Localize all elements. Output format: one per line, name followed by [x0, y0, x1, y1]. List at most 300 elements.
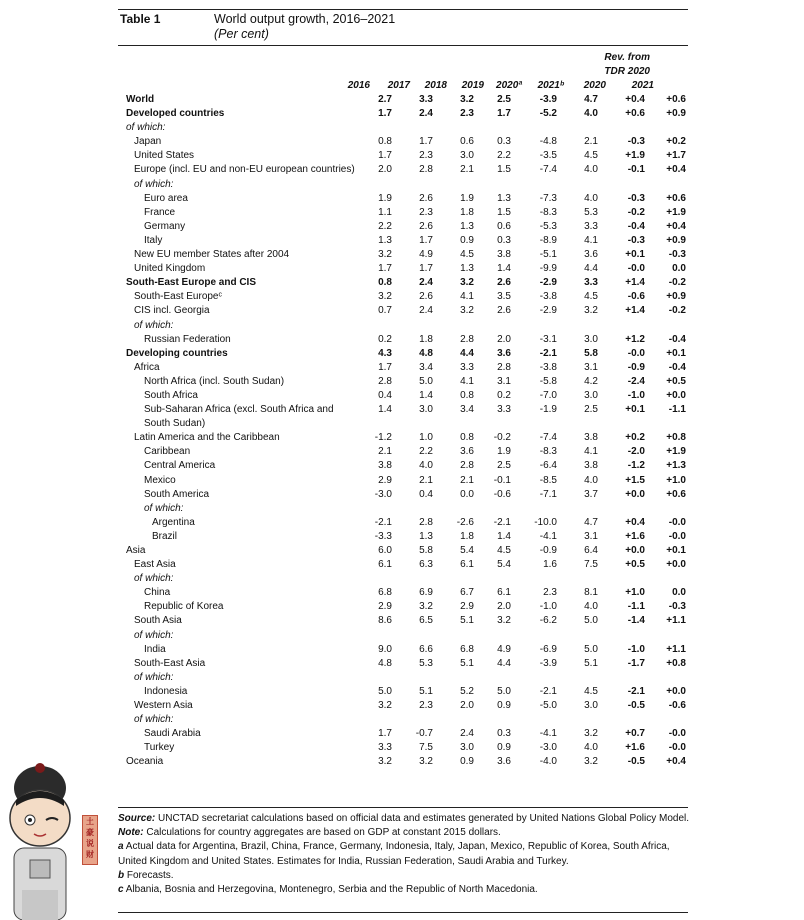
cell-rev-2020: -0.0: [627, 347, 645, 359]
row-label: South America: [144, 488, 210, 500]
cell-rev-2020: +0.1: [625, 404, 645, 416]
cell-rev-2021: +0.6: [666, 94, 686, 105]
cell-2018: [433, 178, 474, 192]
cell-rev-2021: [645, 671, 686, 685]
cell-2018: 3.2: [460, 277, 474, 289]
cell-rev-2020: +0.1: [625, 249, 645, 261]
cell-rev-2020: +1.9: [625, 150, 645, 162]
col-2021: 2021ᵇ: [537, 80, 564, 91]
cell-rev-2020: -0.4: [627, 220, 645, 232]
cell-2016: 2.1: [378, 446, 392, 458]
row-label: Germany: [144, 220, 186, 232]
cell-rev-2021: 0.0: [672, 263, 686, 275]
subheading-row: [120, 178, 686, 192]
cell-2019: 0.3: [497, 136, 511, 148]
col-2017: 2017: [387, 80, 410, 91]
footnote-c: [118, 883, 690, 897]
title-text: World output growth, 2016–2021: [214, 12, 396, 26]
cell-2020: -7.1: [539, 488, 557, 500]
cell-2018: 2.9: [460, 601, 474, 613]
row-label: Europe (incl. EU and non-EU european countries): [134, 164, 355, 176]
cell-2016: [358, 178, 392, 192]
source-note: [118, 812, 690, 826]
cell-2021: 4.4: [584, 263, 598, 275]
cell-2017: 2.6: [419, 291, 433, 303]
cell-2016: [358, 713, 392, 727]
cell-rev-2021: [645, 502, 686, 516]
cell-rev-2020: [598, 319, 645, 333]
cell-rev-2020: -1.4: [627, 615, 645, 627]
note-label: Note:: [118, 827, 144, 839]
cell-rev-2020: -1.1: [627, 601, 645, 613]
cell-2018: 5.1: [460, 615, 474, 627]
cell-2019: -2.1: [493, 516, 511, 528]
bottom-rule: [118, 807, 688, 808]
cell-2016: 1.7: [378, 361, 392, 373]
rev-line-1: Rev. from: [604, 52, 650, 63]
cell-rev-2020: -0.3: [627, 234, 645, 246]
cell-rev-2021: -0.2: [668, 305, 686, 317]
cell-2018: [433, 713, 474, 727]
cell-2021: 3.2: [584, 728, 598, 740]
cell-2017: 2.8: [419, 516, 433, 528]
cell-2019: [474, 178, 511, 192]
footnote-b-text: Forecasts.: [124, 869, 174, 881]
cell-2021: [557, 121, 598, 135]
cell-2021: 2.1: [584, 136, 598, 148]
cell-rev-2020: [598, 572, 645, 586]
cell-2017: 6.6: [419, 643, 433, 655]
source-text: UNCTAD secretariat calculations based on official data and estimates generated by United Nations Global Policy Model.: [155, 813, 690, 824]
cell-2018: [433, 572, 474, 586]
cell-rev-2021: +0.6: [666, 488, 686, 500]
cell-2020: -6.9: [539, 643, 557, 655]
cell-rev-2021: +0.4: [666, 220, 686, 232]
cell-2018: [433, 121, 474, 135]
cell-2020: -4.1: [539, 530, 557, 542]
row-label: Latin America and the Caribbean: [134, 432, 280, 444]
row-label: North Africa (incl. South Sudan): [144, 375, 285, 387]
cell-rev-2020: [598, 671, 645, 685]
row-label: East Asia: [134, 559, 176, 571]
row-label: of which:: [134, 319, 174, 331]
cell-2017: 4.9: [419, 249, 433, 261]
cell-2020: -4.0: [539, 756, 557, 768]
cell-2017: 6.3: [419, 559, 433, 571]
cell-2020: -9.9: [539, 263, 557, 275]
subheading-row: [120, 572, 686, 586]
cell-rev-2020: +1.5: [625, 474, 645, 486]
cell-2018: 1.8: [460, 530, 474, 542]
cell-2021: 6.4: [584, 545, 598, 556]
table-row: [120, 192, 686, 206]
cell-rev-2021: +0.8: [666, 432, 686, 444]
cell-2018: 5.2: [460, 685, 474, 697]
cell-2021: 4.0: [584, 164, 598, 176]
cell-rev-2020: +1.2: [625, 333, 645, 345]
cell-rev-2021: -0.6: [668, 700, 686, 712]
cell-2016: -3.0: [374, 488, 392, 500]
row-label: United States: [134, 150, 195, 162]
cell-2021: 3.6: [584, 249, 598, 261]
row-label: Mexico: [144, 474, 176, 486]
cell-2021: 3.3: [584, 220, 598, 232]
table-row: [120, 361, 686, 375]
cell-2020: -8.3: [539, 446, 557, 458]
rev-header: [590, 51, 650, 79]
cell-2020: -6.2: [539, 615, 557, 627]
table-row: [120, 220, 686, 234]
row-label: of which:: [134, 573, 174, 585]
cell-rev-2021: -0.0: [668, 530, 686, 542]
cell-2019: 1.4: [497, 530, 511, 542]
cell-2020: -10.0: [534, 516, 557, 528]
cell-2017: 3.2: [419, 601, 433, 613]
cell-2017: [392, 319, 433, 333]
table-row: [120, 614, 686, 628]
cell-2020: -4.1: [539, 728, 557, 740]
cell-2020: -2.1: [539, 685, 557, 697]
row-label: Euro area: [144, 192, 188, 204]
cell-rev-2021: +0.0: [666, 685, 686, 697]
mascot-illustration: [0, 760, 80, 920]
top-rule: [118, 9, 688, 10]
cell-2021: 5.8: [584, 347, 598, 359]
cell-2021: 5.1: [584, 657, 598, 669]
cell-2018: 2.1: [460, 474, 474, 486]
cell-2017: 5.0: [419, 375, 433, 387]
cell-2016: 3.3: [378, 742, 392, 754]
col-2019: 2019: [461, 80, 484, 91]
cell-2019: 4.5: [497, 545, 511, 556]
table-row: [120, 234, 686, 248]
stamp-char: 说: [86, 839, 94, 848]
cell-2016: 3.8: [378, 460, 392, 472]
cell-2017: 2.3: [419, 206, 433, 218]
cell-2021: 4.0: [584, 108, 598, 120]
cell-2020: [511, 572, 557, 586]
cell-2019: 0.6: [497, 220, 511, 232]
cell-2017: [392, 572, 433, 586]
cell-rev-2020: +0.2: [625, 432, 645, 444]
cell-2021: [557, 671, 598, 685]
cell-2018: 3.0: [460, 742, 474, 754]
cell-2016: 2.2: [378, 220, 392, 232]
cell-2017: 2.6: [419, 220, 433, 232]
row-label: Italy: [144, 234, 163, 246]
cell-2017: 6.9: [419, 587, 433, 599]
row-label: Brazil: [152, 530, 178, 542]
cell-2020: [511, 671, 557, 685]
cell-rev-2020: -1.0: [627, 643, 645, 655]
cell-rev-2021: +1.1: [666, 615, 686, 627]
cell-2018: [433, 502, 474, 516]
cell-2020: -7.4: [539, 432, 557, 444]
cell-2018: 1.8: [460, 206, 474, 218]
cell-2016: 8.6: [378, 615, 392, 627]
row-label: Russian Federation: [144, 333, 231, 345]
cell-2018: 0.9: [460, 756, 474, 768]
cell-2016: 4.3: [378, 347, 392, 359]
row-label: of which:: [134, 671, 174, 683]
cell-rev-2021: +0.8: [666, 657, 686, 669]
cell-rev-2020: +0.0: [625, 545, 645, 556]
cell-2019: 1.4: [497, 263, 511, 275]
cell-rev-2020: +1.4: [625, 305, 645, 317]
row-label: of which:: [134, 178, 174, 190]
cell-2017: [392, 502, 433, 516]
cell-rev-2021: -0.3: [668, 601, 686, 613]
row-label: of which:: [144, 502, 184, 514]
table-label: Table 1: [120, 12, 161, 26]
subheading-row: [120, 121, 686, 135]
cell-2019: 2.6: [497, 305, 511, 317]
subheading-row: [120, 319, 686, 333]
cell-2019: 2.2: [497, 150, 511, 162]
footnote-c-label: c: [118, 884, 124, 896]
cell-2018: 3.6: [460, 446, 474, 458]
cell-2020: -8.9: [539, 234, 557, 246]
cell-2017: 1.7: [419, 263, 433, 275]
cell-2016: 5.0: [378, 685, 392, 697]
cell-2021: 3.1: [584, 361, 598, 373]
cell-2016: 0.8: [378, 277, 392, 289]
cell-rev-2020: -2.4: [627, 375, 645, 387]
col-rev-2020: 2020: [583, 80, 606, 91]
cell-rev-2021: +1.7: [666, 150, 686, 162]
cell-2020: 2.3: [543, 587, 557, 599]
table-row: [120, 276, 686, 290]
cell-2021: 3.3: [584, 277, 598, 289]
cell-rev-2021: +1.9: [666, 446, 686, 458]
row-label: Asia: [126, 545, 146, 556]
cell-2019: 0.2: [497, 389, 511, 401]
cell-rev-2020: -0.1: [627, 164, 645, 176]
data-table: [120, 93, 686, 770]
cell-2021: 4.0: [584, 742, 598, 754]
cell-2016: 0.8: [378, 136, 392, 148]
cell-2016: 0.2: [378, 333, 392, 345]
cell-2020: -7.0: [539, 389, 557, 401]
cell-2016: 1.7: [378, 728, 392, 740]
cell-2021: 5.0: [584, 643, 598, 655]
cell-rev-2021: +0.0: [666, 389, 686, 401]
cell-2017: 4.8: [419, 347, 433, 359]
row-label: South-East Europeᶜ: [134, 291, 223, 303]
cell-2020: -7.4: [539, 164, 557, 176]
cell-2018: 0.8: [460, 432, 474, 444]
cell-rev-2021: +0.1: [666, 347, 686, 359]
cell-2021: 4.1: [584, 234, 598, 246]
table-row: [120, 445, 686, 459]
cell-2018: 4.5: [460, 249, 474, 261]
cell-2019: 0.3: [497, 728, 511, 740]
cell-2021: [557, 502, 598, 516]
cell-2018: 0.6: [460, 136, 474, 148]
cell-2017: [392, 713, 433, 727]
table-row: [120, 488, 686, 502]
cell-2019: 3.1: [497, 375, 511, 387]
cell-2017: -0.7: [415, 728, 433, 740]
cell-2016: -2.1: [374, 516, 392, 528]
cell-2016: 6.0: [378, 545, 392, 556]
cell-2019: [474, 629, 511, 643]
end-rule: [118, 912, 688, 913]
column-headers: [0, 80, 804, 94]
cell-2020: -3.9: [539, 657, 557, 669]
cell-2016: 6.1: [378, 559, 392, 571]
cell-2019: 2.6: [497, 277, 511, 289]
cell-2016: 3.2: [378, 700, 392, 712]
cell-2017: 1.8: [419, 333, 433, 345]
cell-2019: 4.4: [497, 657, 511, 669]
row-label: United Kingdom: [134, 263, 206, 275]
table-row: [120, 248, 686, 262]
cell-2019: 0.9: [497, 700, 511, 712]
table-row: [120, 699, 686, 713]
cell-2018: 3.2: [460, 94, 474, 105]
row-label: of which:: [134, 629, 174, 641]
cell-rev-2021: +1.3: [666, 460, 686, 472]
cell-2019: [474, 671, 511, 685]
cell-rev-2021: +0.2: [666, 136, 686, 148]
table-title: [214, 12, 395, 42]
cell-2019: [474, 713, 511, 727]
cell-rev-2020: -0.5: [627, 700, 645, 712]
cell-2020: 1.6: [543, 559, 557, 571]
cell-2021: 4.5: [584, 291, 598, 303]
cell-rev-2020: +0.6: [625, 108, 645, 120]
cell-2017: [392, 121, 433, 135]
cell-2017: 2.4: [419, 305, 433, 317]
table-row: [120, 657, 686, 671]
cell-2019: 0.3: [497, 234, 511, 246]
cell-2020: [511, 713, 557, 727]
cell-rev-2021: +1.9: [666, 206, 686, 218]
cell-rev-2020: -2.0: [627, 446, 645, 458]
cell-2020: -6.4: [539, 460, 557, 472]
cell-rev-2020: +1.0: [625, 587, 645, 599]
cell-2017: 2.4: [419, 108, 433, 120]
mascot-robe-lower: [22, 890, 58, 920]
cell-rev-2021: [645, 629, 686, 643]
cell-rev-2020: [598, 178, 645, 192]
cell-2019: [474, 502, 511, 516]
table-row: [120, 755, 686, 769]
cell-2017: 2.6: [419, 192, 433, 204]
cell-2017: 5.8: [419, 545, 433, 556]
cell-2018: 0.0: [460, 488, 474, 500]
cell-2020: [511, 121, 557, 135]
cell-rev-2021: -1.1: [668, 404, 686, 416]
row-label: of which:: [134, 714, 174, 726]
cell-2016: 3.2: [378, 291, 392, 303]
cell-2016: 1.7: [378, 150, 392, 162]
cell-rev-2020: [598, 713, 645, 727]
table-row: [120, 741, 686, 755]
row-label: South-East Asia: [134, 657, 206, 669]
cell-2018: 4.1: [460, 291, 474, 303]
notes: [118, 812, 690, 897]
cell-2017: 2.8: [419, 164, 433, 176]
cell-2016: [358, 671, 392, 685]
cell-2020: -3.1: [539, 333, 557, 345]
cell-2018: 3.0: [460, 150, 474, 162]
footnote-b-label: b: [118, 869, 125, 881]
cell-rev-2021: -0.0: [668, 742, 686, 754]
cell-rev-2021: -0.4: [668, 333, 686, 345]
cell-2021: 5.0: [584, 615, 598, 627]
cell-2019: 2.0: [497, 601, 511, 613]
cell-2020: -3.0: [539, 742, 557, 754]
cell-2021: 4.5: [584, 150, 598, 162]
cell-2019: 3.2: [497, 615, 511, 627]
cell-2021: 3.2: [584, 305, 598, 317]
table-row: [120, 262, 686, 276]
row-label: CIS incl. Georgia: [134, 305, 210, 317]
row-label: India: [144, 643, 166, 655]
row-label: China: [144, 587, 171, 599]
cell-rev-2020: +0.4: [625, 516, 645, 528]
cell-rev-2020: -0.3: [627, 136, 645, 148]
cell-2020: -0.9: [539, 545, 557, 556]
table-row: [120, 643, 686, 657]
row-label: of which:: [126, 122, 166, 134]
cell-2018: 5.4: [460, 545, 474, 556]
cell-rev-2021: -0.2: [668, 277, 686, 289]
cell-2021: 4.0: [584, 601, 598, 613]
cell-2021: 3.7: [584, 488, 598, 500]
cell-2021: 8.1: [584, 587, 598, 599]
cell-rev-2020: [598, 121, 645, 135]
col-2020: 2020ª: [496, 80, 522, 91]
cell-2021: [557, 629, 598, 643]
cell-2016: 6.8: [378, 587, 392, 599]
header-rule: [118, 45, 688, 46]
cell-2019: -0.6: [493, 488, 511, 500]
subheading-row: [120, 713, 686, 727]
cell-2020: -5.2: [539, 108, 557, 120]
cell-2018: 3.3: [460, 361, 474, 373]
cell-2020: -3.8: [539, 361, 557, 373]
row-label: Japan: [134, 136, 162, 148]
cell-2021: 5.3: [584, 206, 598, 218]
table-row: [120, 333, 686, 347]
stamp-char: 财: [86, 850, 94, 859]
cell-2018: [433, 671, 474, 685]
cell-2020: -2.9: [539, 305, 557, 317]
table-body: [120, 93, 686, 770]
cell-2020: -1.9: [539, 404, 557, 416]
cell-2018: 0.9: [460, 234, 474, 246]
cell-2021: [557, 713, 598, 727]
cell-2019: 1.3: [497, 192, 511, 204]
cell-rev-2021: +1.0: [666, 474, 686, 486]
cell-2020: -3.5: [539, 150, 557, 162]
cell-2018: 0.8: [460, 389, 474, 401]
cell-2020: -1.0: [539, 601, 557, 613]
table-row: [120, 375, 686, 389]
cell-2018: 4.1: [460, 375, 474, 387]
cell-rev-2021: +1.1: [666, 643, 686, 655]
cell-rev-2021: [645, 713, 686, 727]
cell-2016: [358, 121, 392, 135]
cell-rev-2021: [645, 121, 686, 135]
cell-2018: 2.8: [460, 460, 474, 472]
cell-rev-2021: [645, 178, 686, 192]
cell-rev-2021: -0.4: [668, 361, 686, 373]
cell-rev-2020: -0.9: [627, 361, 645, 373]
